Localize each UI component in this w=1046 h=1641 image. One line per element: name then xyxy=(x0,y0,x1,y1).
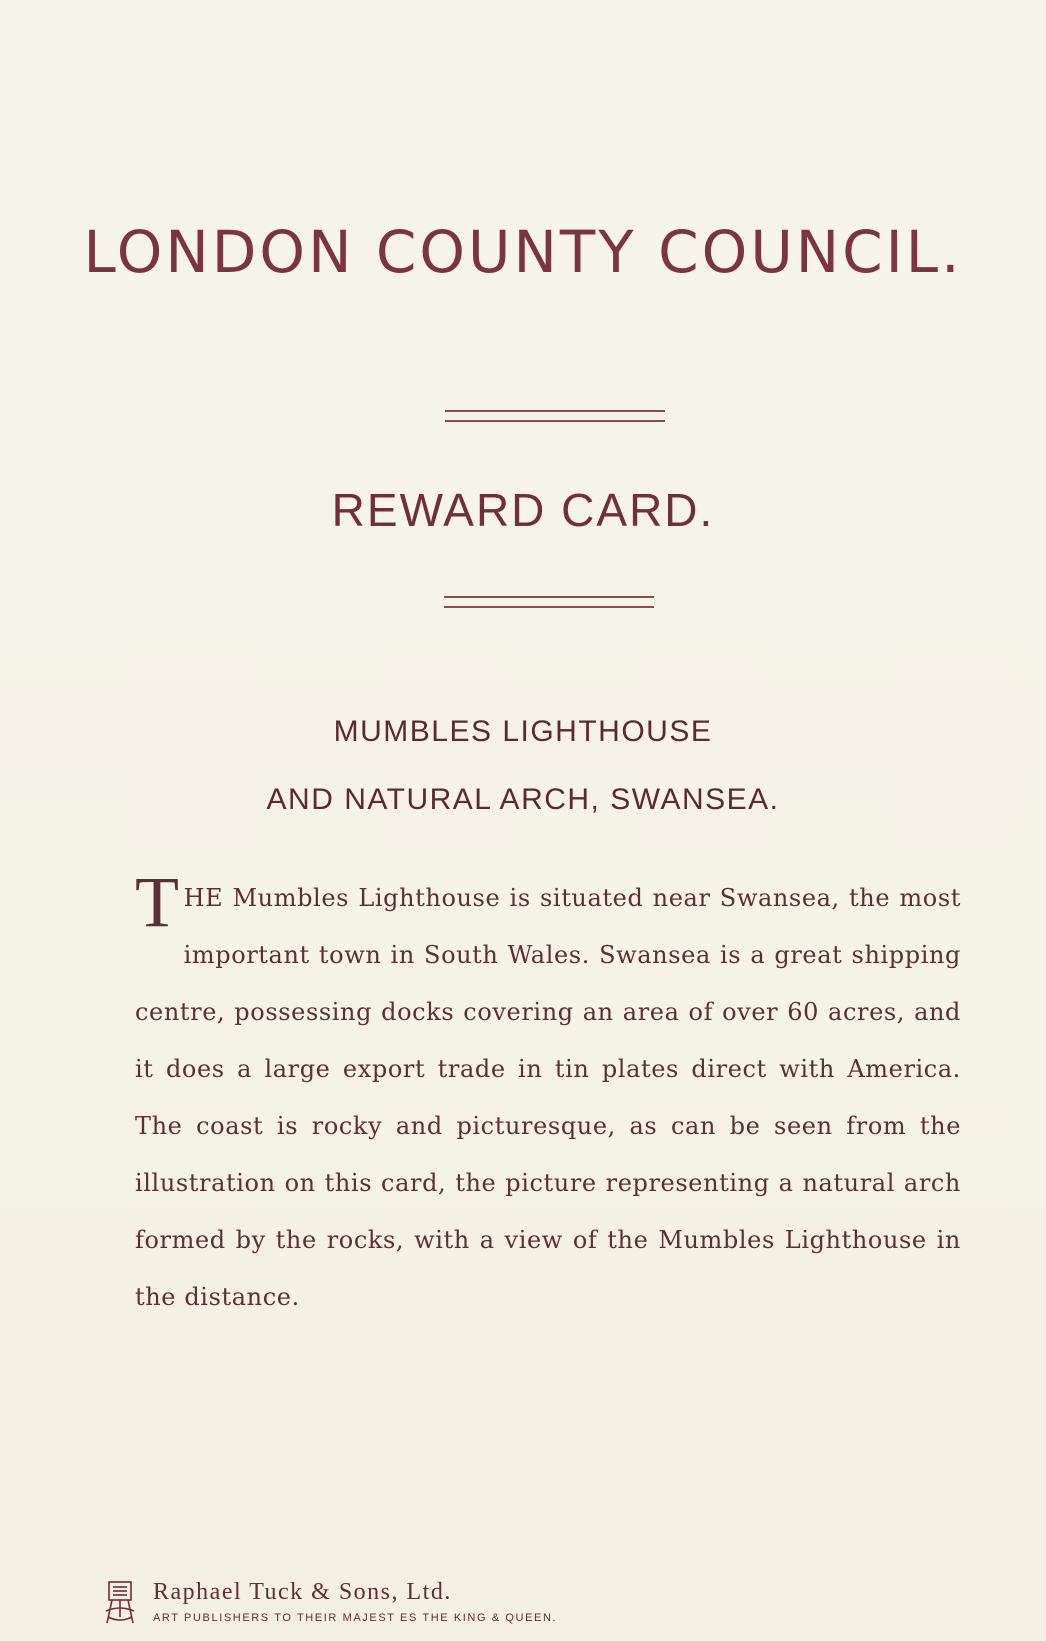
double-rule-top-line2 xyxy=(445,420,665,422)
double-rule-top-line1 xyxy=(445,410,665,412)
body-paragraph-text: HE Mumbles Lighthouse is situated near Swansea, the most important town in South Wales. Swansea is a great shipping centre, possessing docks covering an area of over 60 acres, and it does a large export trade in tin plates direct with America. The coast is rocky and picturesque, as can be seen from the illustration on this card, the picture representing a natural arch formed by the rocks, with a view of the Mumbles Lighthouse in the distance. xyxy=(135,884,961,1311)
double-rule-bottom-line1 xyxy=(444,596,654,598)
publisher-name: Raphael Tuck & Sons, Ltd. xyxy=(153,1579,452,1605)
card-title: LONDON COUNTY COUNCIL. xyxy=(83,218,963,286)
card-subtitle: REWARD CARD. xyxy=(331,484,715,536)
body-paragraph xyxy=(135,862,961,1326)
publisher-subline: ART PUBLISHERS TO THEIR MAJEST ES THE KING & QUEEN. xyxy=(153,1612,558,1624)
section-heading-line1: MUMBLES LIGHTHOUSE xyxy=(333,715,713,748)
double-rule-bottom-line2 xyxy=(444,606,654,608)
section-heading-line2: AND NATURAL ARCH, SWANSEA. xyxy=(266,783,780,816)
drop-cap: T xyxy=(135,862,180,942)
publisher-easel-logo-icon xyxy=(103,1579,137,1627)
